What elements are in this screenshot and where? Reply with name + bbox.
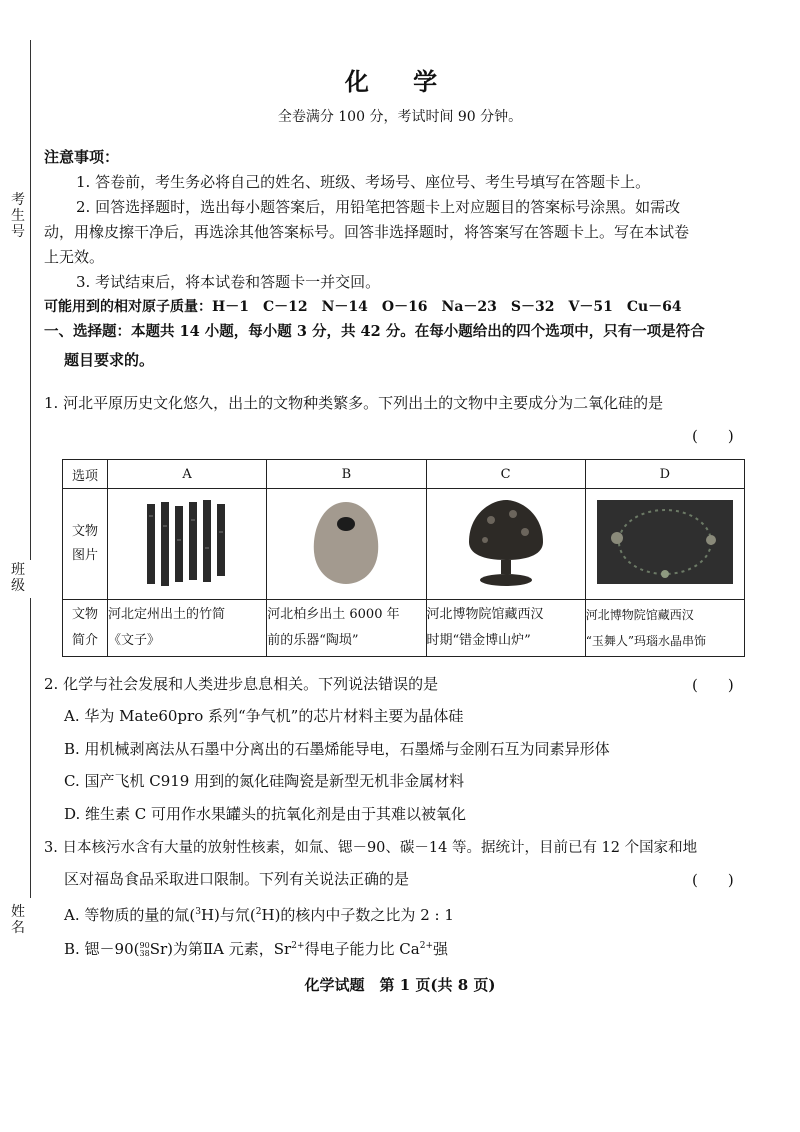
header-option: 选项 (63, 460, 108, 489)
q1-answer-paren[interactable]: ( ) (692, 427, 734, 445)
q2-option-d: D. 维生素 C 可用作水果罐头的抗氧化剂是由于其难以被氧化 (64, 805, 467, 823)
name-label: 姓名 (11, 904, 25, 936)
q2-option-c: C. 国产飞机 C919 用到的氮化硅陶瓷是新型无机非金属材料 (64, 772, 465, 790)
row-label-desc: 文物 简介 (63, 600, 108, 657)
exam-number-label: 考生号 (11, 192, 25, 240)
section-heading: 一、选择题：本题共 14 小题，每小题 3 分，共 42 分。在每小题给出的四个选项中，只有一项是符合 (44, 323, 705, 340)
q2-stem: 2. 化学与社会发展和人类进步息息相关。下列说法错误的是 (44, 675, 439, 693)
q2-option-b: B. 用机械剥离法从石墨中分离出的石墨烯能导电，石墨烯与金刚石互为同素异形体 (64, 740, 610, 758)
q3-stem-cont: 区对福岛食品采取进口限制。下列有关说法正确的是 (64, 870, 410, 888)
exam-info: 全卷满分 100 分，考试时间 90 分钟。 (277, 109, 523, 125)
desc-A: 河北定州出土的竹简 《文子》 (108, 600, 267, 657)
q1-artifact-table (62, 459, 745, 657)
q3-answer-paren[interactable]: ( ) (692, 871, 734, 889)
header-C: C (426, 460, 585, 489)
desc-C: 河北博物院馆藏西汉 时期“错金博山炉” (426, 600, 585, 657)
binding-line-bottom (30, 598, 31, 898)
crystal-necklace-image (585, 489, 744, 600)
q1-stem: 1. 河北平原历史文化悠久，出土的文物种类繁多。下列出土的文物中主要成分为二氧化硅的是 (44, 394, 664, 412)
page-footer: 化学试题 第 1 页(共 8 页) (304, 976, 496, 994)
incense-burner-image (426, 489, 585, 600)
page-title: 化 学 (344, 67, 456, 96)
desc-B: 河北柏乡出土 6000 年 前的乐器“陶埙” (267, 600, 426, 657)
header-A: A (108, 460, 267, 489)
header-D: D (585, 460, 744, 489)
notice-item-2: 2. 回答选择题时，选出每小题答案后，用铅笔把答题卡上对应题目的答案标号涂黑。如需改 (76, 198, 681, 216)
q2-answer-paren[interactable]: ( ) (692, 676, 734, 694)
notice-item-1: 1. 答卷前，考生务必将自己的姓名、班级、考场号、座位号、考生号填写在答题卡上。 (76, 173, 651, 191)
q3-option-a: A. 等物质的量的氚($^3$H)与氘($^2$H)的核内中子数之比为 2 : 1 (64, 906, 454, 924)
notice-item-3: 3. 考试结束后，将本试卷和答题卡一并交回。 (76, 273, 381, 291)
q3-option-b: B. 锶－90( 90 38 Sr)为第ⅡA 元素，$Sr^{2+}$得电子能力比 $Ca^{2+}$强 (64, 940, 449, 958)
q2-option-a: A. 华为 Mate60pro 系列“争气机”的芯片材料主要为晶体硅 (64, 707, 464, 725)
notice-heading: 注意事项： (44, 148, 120, 166)
notice-item-2-end: 上无效。 (44, 248, 105, 266)
header-B: B (267, 460, 426, 489)
desc-D: 河北博物院馆藏西汉 “玉舞人”玛瑙水晶串饰 (585, 600, 744, 657)
atomic-masses: 可能用到的相对原子质量：H－1 C－12 N－14 O－16 Na－23 S－32 V－51 Cu－64 (44, 299, 682, 315)
notice-item-2-cont: 动，用橡皮擦干净后，再选涂其他答案标号。回答非选择题时，将答案写在答题卡上。写在本试卷 (44, 223, 690, 241)
bamboo-slips-image (108, 489, 267, 600)
q3-stem: 3. 日本核污水含有大量的放射性核素，如氚、锶－90、碳－14 等。据统计，目前已有 12 个国家和地 (44, 840, 698, 856)
class-label: 班级 (11, 562, 25, 594)
section-heading-cont: 题目要求的。 (64, 351, 155, 369)
pottery-xun-image (267, 489, 426, 600)
row-label-image: 文物 图片 (63, 489, 108, 600)
